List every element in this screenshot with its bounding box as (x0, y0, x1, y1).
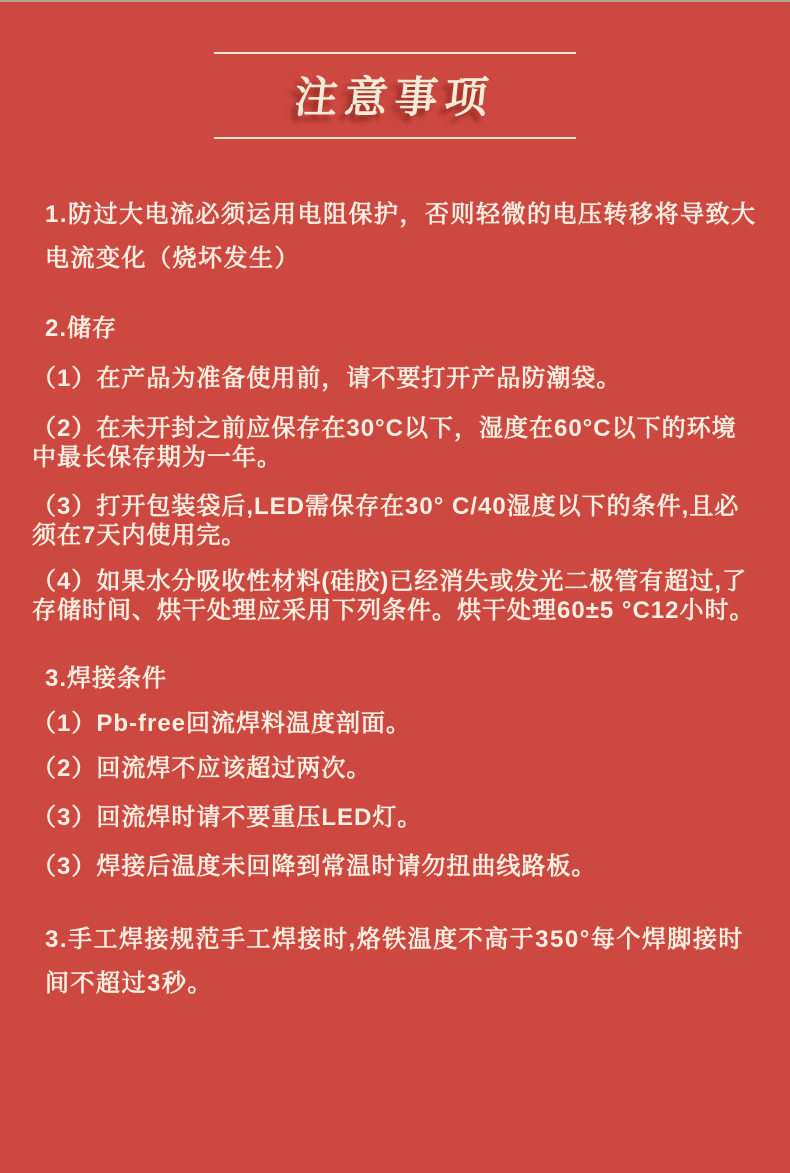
soldering-item-1: （1）Pb-free回流焊料温度剖面。 (32, 710, 412, 737)
title-divider-bottom (214, 137, 576, 139)
soldering-item-3: （3）回流焊时请不要重压LED灯。 (32, 804, 423, 831)
soldering-item-2: （2）回流焊不应该超过两次。 (32, 755, 372, 782)
top-edge-line (0, 0, 790, 2)
section-storage-header: 2.储存 (45, 315, 118, 342)
intro-paragraph: 1.防过大电流必须运用电阻保护，否则轻微的电压转移将导致大电流变化（烧坏发生） (45, 201, 757, 272)
storage-item-3: （3）打开包装袋后,LED需保存在30° C/40湿度以下的条件,且必须在7天内使用完。 (32, 493, 740, 549)
page-title: 注意事项 (292, 74, 498, 122)
storage-item-1: （1）在产品为准备使用前，请不要打开产品防潮袋。 (32, 365, 622, 392)
soldering-item-4: （3）焊接后温度未回降到常温时请勿扭曲线路板。 (32, 853, 597, 880)
section-soldering-header: 3.焊接条件 (45, 665, 168, 692)
storage-item-4: （4）如果水分吸收性材料(硅胶)已经消失或发光二极管有超过,了存储时间、烘干处理应采用下列条件。烘干处理60±5 °C12小时。 (32, 568, 755, 624)
notice-content (0, 193, 790, 1006)
hand-soldering-note: 3.手工焊接规范手工焊接时,烙铁温度不高于350°每个焊脚接时间不超过3秒。 (45, 926, 744, 997)
storage-item-2: （2）在未开封之前应保存在30°C以下，湿度在60°C以下的环境中最长保存期为一年。 (32, 415, 737, 471)
notice-title-block (214, 52, 576, 139)
